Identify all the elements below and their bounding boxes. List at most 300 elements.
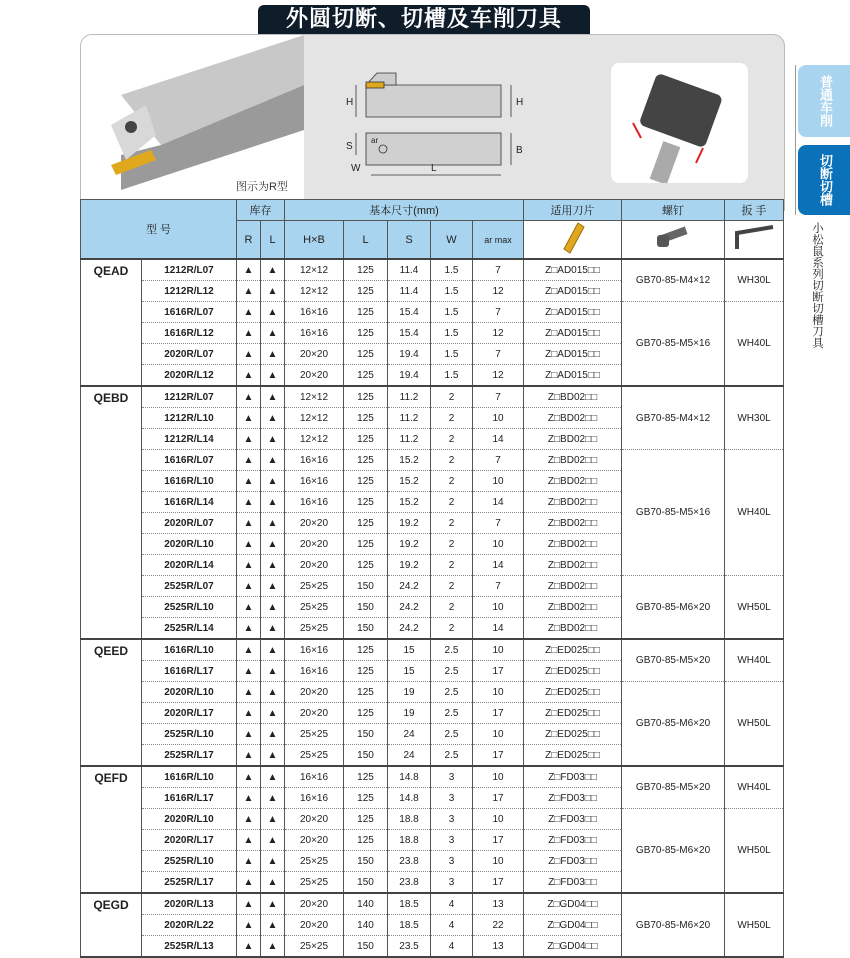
dim-HxB: 16×16 <box>285 471 344 492</box>
dim-ar-max: 14 <box>473 429 524 450</box>
model-code: 2020R/L22 <box>142 915 237 936</box>
model-code: 2525R/L17 <box>142 745 237 767</box>
dim-L: 125 <box>344 555 388 576</box>
screw-spec: GB70-85-M5×16 <box>622 450 725 576</box>
dim-L: 125 <box>344 365 388 387</box>
stock-L: ▲ <box>261 555 285 576</box>
dim-S: 19 <box>388 682 431 703</box>
dim-W: 2 <box>431 618 473 640</box>
stock-R: ▲ <box>237 302 261 323</box>
label-S: S <box>346 141 353 152</box>
stock-R: ▲ <box>237 259 261 281</box>
wrench-spec: WH40L <box>725 302 784 387</box>
label-W: W <box>351 163 361 174</box>
dim-S: 24 <box>388 724 431 745</box>
series-name: QEBD <box>81 386 142 639</box>
dim-HxB: 12×12 <box>285 429 344 450</box>
dim-L: 125 <box>344 429 388 450</box>
dim-HxB: 20×20 <box>285 513 344 534</box>
dim-L: 125 <box>344 450 388 471</box>
dim-ar-max: 7 <box>473 302 524 323</box>
dim-ar-max: 17 <box>473 830 524 851</box>
table-row <box>81 259 784 281</box>
insert-code: Z□BD02□□ <box>524 534 622 555</box>
wrench-spec: WH50L <box>725 682 784 767</box>
insert-code: Z□BD02□□ <box>524 471 622 492</box>
dim-HxB: 25×25 <box>285 851 344 872</box>
dim-ar-max: 17 <box>473 745 524 767</box>
dim-S: 23.8 <box>388 872 431 894</box>
dim-S: 14.8 <box>388 788 431 809</box>
dim-HxB: 25×25 <box>285 936 344 958</box>
dim-W: 4 <box>431 915 473 936</box>
insert-code: Z□AD015□□ <box>524 344 622 365</box>
dim-L: 125 <box>344 639 388 661</box>
stock-L: ▲ <box>261 682 285 703</box>
insert-code: Z□BD02□□ <box>524 492 622 513</box>
dim-S: 19.2 <box>388 513 431 534</box>
stock-R: ▲ <box>237 936 261 958</box>
dim-S: 19.4 <box>388 344 431 365</box>
dim-W: 3 <box>431 830 473 851</box>
tab-turning[interactable]: 普通车削 <box>798 65 850 137</box>
model-code: 2020R/L17 <box>142 703 237 724</box>
dim-HxB: 16×16 <box>285 788 344 809</box>
model-code: 1212R/L07 <box>142 259 237 281</box>
dim-HxB: 20×20 <box>285 344 344 365</box>
stock-L: ▲ <box>261 429 285 450</box>
dim-HxB: 12×12 <box>285 408 344 429</box>
dim-W: 2 <box>431 576 473 597</box>
dim-S: 11.4 <box>388 281 431 302</box>
dim-W: 2.5 <box>431 724 473 745</box>
dim-S: 24.2 <box>388 597 431 618</box>
wrench-spec: WH40L <box>725 766 784 809</box>
stock-L: ▲ <box>261 302 285 323</box>
dim-HxB: 16×16 <box>285 661 344 682</box>
dim-ar-max: 7 <box>473 386 524 408</box>
dim-L: 125 <box>344 534 388 555</box>
dimension-diagram <box>341 65 571 185</box>
stock-R: ▲ <box>237 471 261 492</box>
dim-ar-max: 14 <box>473 492 524 513</box>
dim-ar-max: 17 <box>473 661 524 682</box>
dim-W: 3 <box>431 766 473 788</box>
model-code: 1616R/L12 <box>142 323 237 344</box>
dim-S: 15 <box>388 639 431 661</box>
table-row <box>81 682 784 703</box>
dim-L: 150 <box>344 597 388 618</box>
dim-W: 2 <box>431 492 473 513</box>
wrench-spec: WH30L <box>725 386 784 450</box>
stock-R: ▲ <box>237 618 261 640</box>
stock-R: ▲ <box>237 365 261 387</box>
dim-W: 4 <box>431 893 473 915</box>
stock-R: ▲ <box>237 682 261 703</box>
dim-HxB: 25×25 <box>285 745 344 767</box>
insert-code: Z□GD04□□ <box>524 936 622 958</box>
stock-L: ▲ <box>261 597 285 618</box>
dim-W: 2.5 <box>431 682 473 703</box>
dim-S: 23.5 <box>388 936 431 958</box>
model-code: 1212R/L07 <box>142 386 237 408</box>
series-name: QEAD <box>81 259 142 386</box>
screw-spec: GB70-85-M5×16 <box>622 302 725 387</box>
stock-L: ▲ <box>261 365 285 387</box>
stock-R: ▲ <box>237 745 261 767</box>
dim-S: 18.8 <box>388 809 431 830</box>
dim-S: 18.8 <box>388 830 431 851</box>
model-code: 1616R/L07 <box>142 450 237 471</box>
stock-L: ▲ <box>261 788 285 809</box>
dim-L: 125 <box>344 830 388 851</box>
insert-code: Z□ED025□□ <box>524 639 622 661</box>
dim-L: 125 <box>344 492 388 513</box>
model-code: 2525R/L14 <box>142 618 237 640</box>
header-HxB: H×B <box>285 221 344 260</box>
dim-HxB: 20×20 <box>285 555 344 576</box>
dim-S: 15.4 <box>388 302 431 323</box>
header-wrench: 扳 手 <box>725 200 784 221</box>
wrench-spec: WH40L <box>725 639 784 682</box>
label-ar: ar <box>371 136 379 145</box>
insert-code: Z□GD04□□ <box>524 893 622 915</box>
dim-W: 3 <box>431 788 473 809</box>
dim-HxB: 20×20 <box>285 830 344 851</box>
insert-code: Z□FD03□□ <box>524 809 622 830</box>
stock-L: ▲ <box>261 936 285 958</box>
header-R: R <box>237 221 261 260</box>
dim-L: 150 <box>344 724 388 745</box>
dim-ar-max: 7 <box>473 450 524 471</box>
stock-L: ▲ <box>261 893 285 915</box>
stock-L: ▲ <box>261 618 285 640</box>
dim-W: 2 <box>431 513 473 534</box>
stock-R: ▲ <box>237 639 261 661</box>
dim-W: 3 <box>431 851 473 872</box>
stock-R: ▲ <box>237 830 261 851</box>
label-B: B <box>516 145 523 156</box>
dim-L: 140 <box>344 893 388 915</box>
stock-L: ▲ <box>261 492 285 513</box>
dim-W: 2 <box>431 429 473 450</box>
dim-S: 24.2 <box>388 576 431 597</box>
dim-L: 125 <box>344 302 388 323</box>
dim-L: 125 <box>344 259 388 281</box>
dim-L: 125 <box>344 513 388 534</box>
table-row <box>81 809 784 830</box>
dim-S: 18.5 <box>388 893 431 915</box>
model-code: 2525R/L10 <box>142 851 237 872</box>
wrench-icon <box>725 221 784 260</box>
stock-L: ▲ <box>261 766 285 788</box>
dim-L: 150 <box>344 851 388 872</box>
wrench-spec: WH50L <box>725 576 784 640</box>
dim-HxB: 20×20 <box>285 365 344 387</box>
dim-S: 15.2 <box>388 492 431 513</box>
dim-HxB: 25×25 <box>285 597 344 618</box>
wrench-spec: WH50L <box>725 809 784 894</box>
product-illustration-panel <box>80 34 785 211</box>
dim-HxB: 16×16 <box>285 492 344 513</box>
dim-W: 1.5 <box>431 344 473 365</box>
screw-spec: GB70-85-M6×20 <box>622 576 725 640</box>
header-W: W <box>431 221 473 260</box>
dim-L: 150 <box>344 576 388 597</box>
dim-S: 11.4 <box>388 259 431 281</box>
stock-R: ▲ <box>237 576 261 597</box>
label-H: H <box>346 97 354 108</box>
dim-HxB: 25×25 <box>285 872 344 894</box>
dim-L: 125 <box>344 703 388 724</box>
insert-code: Z□BD02□□ <box>524 576 622 597</box>
table-row <box>81 766 784 788</box>
stock-L: ▲ <box>261 450 285 471</box>
model-code: 2020R/L17 <box>142 830 237 851</box>
stock-L: ▲ <box>261 703 285 724</box>
stock-R: ▲ <box>237 555 261 576</box>
dim-S: 15.4 <box>388 323 431 344</box>
table-row <box>81 639 784 661</box>
dim-W: 2 <box>431 471 473 492</box>
dim-L: 150 <box>344 936 388 958</box>
header-screw: 螺钉 <box>622 200 725 221</box>
dim-L: 140 <box>344 915 388 936</box>
insert-code: Z□FD03□□ <box>524 788 622 809</box>
insert-code: Z□BD02□□ <box>524 597 622 618</box>
dim-L: 150 <box>344 745 388 767</box>
dim-HxB: 16×16 <box>285 323 344 344</box>
stock-R: ▲ <box>237 323 261 344</box>
series-name: QEFD <box>81 766 142 893</box>
stock-R: ▲ <box>237 809 261 830</box>
header-ar: ar max <box>473 221 524 260</box>
model-code: 1616R/L10 <box>142 639 237 661</box>
table-row <box>81 893 784 915</box>
dim-W: 2.5 <box>431 661 473 682</box>
model-code: 1616R/L10 <box>142 766 237 788</box>
dim-S: 18.5 <box>388 915 431 936</box>
stock-R: ▲ <box>237 429 261 450</box>
dim-HxB: 12×12 <box>285 281 344 302</box>
dim-S: 11.2 <box>388 429 431 450</box>
label-H-right: H <box>516 97 524 108</box>
stock-L: ▲ <box>261 281 285 302</box>
model-code: 1212R/L10 <box>142 408 237 429</box>
model-code: 2525R/L07 <box>142 576 237 597</box>
dim-W: 2.5 <box>431 639 473 661</box>
header-L-hand: L <box>261 221 285 260</box>
dim-ar-max: 10 <box>473 471 524 492</box>
dim-L: 125 <box>344 408 388 429</box>
dim-HxB: 20×20 <box>285 703 344 724</box>
insert-code: Z□FD03□□ <box>524 830 622 851</box>
dim-W: 1.5 <box>431 302 473 323</box>
model-code: 1212R/L12 <box>142 281 237 302</box>
dim-L: 125 <box>344 281 388 302</box>
model-code: 2020R/L07 <box>142 344 237 365</box>
stock-L: ▲ <box>261 639 285 661</box>
stock-R: ▲ <box>237 703 261 724</box>
dim-L: 125 <box>344 809 388 830</box>
dim-S: 24 <box>388 745 431 767</box>
insert-code: Z□BD02□□ <box>524 450 622 471</box>
stock-R: ▲ <box>237 534 261 555</box>
dim-L: 125 <box>344 323 388 344</box>
dim-S: 15.2 <box>388 471 431 492</box>
dim-HxB: 25×25 <box>285 576 344 597</box>
model-code: 1212R/L14 <box>142 429 237 450</box>
stock-L: ▲ <box>261 915 285 936</box>
stock-L: ▲ <box>261 344 285 365</box>
dim-S: 19.4 <box>388 365 431 387</box>
dim-ar-max: 10 <box>473 597 524 618</box>
table-row <box>81 576 784 597</box>
stock-R: ▲ <box>237 450 261 471</box>
stock-L: ▲ <box>261 386 285 408</box>
stock-R: ▲ <box>237 915 261 936</box>
dim-L: 125 <box>344 471 388 492</box>
model-code: 2525R/L13 <box>142 936 237 958</box>
model-code: 1616R/L14 <box>142 492 237 513</box>
dim-HxB: 25×25 <box>285 618 344 640</box>
stock-L: ▲ <box>261 809 285 830</box>
model-code: 2525R/L10 <box>142 724 237 745</box>
table-row <box>81 302 784 323</box>
dim-W: 3 <box>431 872 473 894</box>
dim-W: 4 <box>431 936 473 958</box>
dim-ar-max: 10 <box>473 408 524 429</box>
screw-spec: GB70-85-M6×20 <box>622 809 725 894</box>
dim-W: 2 <box>431 555 473 576</box>
stock-R: ▲ <box>237 872 261 894</box>
insert-code: Z□ED025□□ <box>524 682 622 703</box>
screw-spec: GB70-85-M5×20 <box>622 639 725 682</box>
clamping-photo <box>611 63 748 183</box>
header-insert: 适用刀片 <box>524 200 622 221</box>
wrench-spec: WH40L <box>725 450 784 576</box>
dim-S: 23.8 <box>388 851 431 872</box>
dim-W: 2 <box>431 386 473 408</box>
dim-ar-max: 13 <box>473 893 524 915</box>
stock-L: ▲ <box>261 724 285 745</box>
insert-code: Z□AD015□□ <box>524 323 622 344</box>
insert-icon <box>524 221 622 260</box>
spec-table <box>80 199 784 958</box>
header-L: L <box>344 221 388 260</box>
screw-spec: GB70-85-M4×12 <box>622 259 725 302</box>
header-S: S <box>388 221 431 260</box>
stock-R: ▲ <box>237 344 261 365</box>
stock-R: ▲ <box>237 492 261 513</box>
screw-icon <box>622 221 725 260</box>
dim-L: 125 <box>344 766 388 788</box>
dim-ar-max: 10 <box>473 534 524 555</box>
dim-ar-max: 13 <box>473 936 524 958</box>
insert-code: Z□BD02□□ <box>524 408 622 429</box>
series-name: QEED <box>81 639 142 766</box>
insert-code: Z□ED025□□ <box>524 661 622 682</box>
dim-HxB: 25×25 <box>285 724 344 745</box>
screw-spec: GB70-85-M4×12 <box>622 386 725 450</box>
insert-code: Z□ED025□□ <box>524 703 622 724</box>
model-code: 1616R/L17 <box>142 661 237 682</box>
stock-R: ▲ <box>237 386 261 408</box>
dim-L: 150 <box>344 618 388 640</box>
model-code: 1616R/L17 <box>142 788 237 809</box>
dim-S: 15 <box>388 661 431 682</box>
stock-R: ▲ <box>237 724 261 745</box>
dim-S: 19.2 <box>388 534 431 555</box>
dim-L: 125 <box>344 386 388 408</box>
dim-L: 150 <box>344 872 388 894</box>
dim-HxB: 16×16 <box>285 639 344 661</box>
stock-R: ▲ <box>237 788 261 809</box>
insert-code: Z□FD03□□ <box>524 766 622 788</box>
dim-W: 2 <box>431 534 473 555</box>
insert-code: Z□AD015□□ <box>524 259 622 281</box>
dim-S: 11.2 <box>388 386 431 408</box>
dim-ar-max: 22 <box>473 915 524 936</box>
sidebar-divider <box>795 65 796 215</box>
dim-W: 2.5 <box>431 745 473 767</box>
insert-code: Z□AD015□□ <box>524 302 622 323</box>
model-code: 2525R/L10 <box>142 597 237 618</box>
dim-ar-max: 12 <box>473 281 524 302</box>
dim-S: 19.2 <box>388 555 431 576</box>
dim-ar-max: 17 <box>473 872 524 894</box>
dim-ar-max: 12 <box>473 365 524 387</box>
dim-W: 2 <box>431 450 473 471</box>
dim-ar-max: 7 <box>473 513 524 534</box>
series-description: 小松鼠系列切断切槽刀具 <box>811 222 825 349</box>
wrench-spec: WH30L <box>725 259 784 302</box>
clamp-screw-icon <box>611 63 748 183</box>
dim-L: 125 <box>344 788 388 809</box>
dim-ar-max: 7 <box>473 344 524 365</box>
screw-spec: GB70-85-M6×20 <box>622 682 725 767</box>
dim-ar-max: 10 <box>473 682 524 703</box>
dim-ar-max: 17 <box>473 788 524 809</box>
dim-HxB: 20×20 <box>285 915 344 936</box>
dim-HxB: 20×20 <box>285 534 344 555</box>
stock-R: ▲ <box>237 597 261 618</box>
insert-code: Z□ED025□□ <box>524 724 622 745</box>
dim-ar-max: 14 <box>473 618 524 640</box>
dim-W: 1.5 <box>431 259 473 281</box>
model-code: 2020R/L12 <box>142 365 237 387</box>
stock-R: ▲ <box>237 893 261 915</box>
screw-spec: GB70-85-M5×20 <box>622 766 725 809</box>
stock-L: ▲ <box>261 851 285 872</box>
stock-R: ▲ <box>237 661 261 682</box>
insert-code: Z□BD02□□ <box>524 429 622 450</box>
dim-W: 1.5 <box>431 281 473 302</box>
dim-ar-max: 14 <box>473 555 524 576</box>
insert-code: Z□FD03□□ <box>524 851 622 872</box>
tool-holder-image <box>81 35 304 210</box>
dim-ar-max: 10 <box>473 639 524 661</box>
dim-L: 125 <box>344 682 388 703</box>
tab-parting-grooving[interactable]: 切断切槽 <box>798 145 850 215</box>
insert-code: Z□AD015□□ <box>524 281 622 302</box>
stock-L: ▲ <box>261 259 285 281</box>
dim-W: 2 <box>431 408 473 429</box>
insert-code: Z□BD02□□ <box>524 513 622 534</box>
stock-L: ▲ <box>261 745 285 767</box>
dim-HxB: 16×16 <box>285 766 344 788</box>
dim-ar-max: 7 <box>473 576 524 597</box>
